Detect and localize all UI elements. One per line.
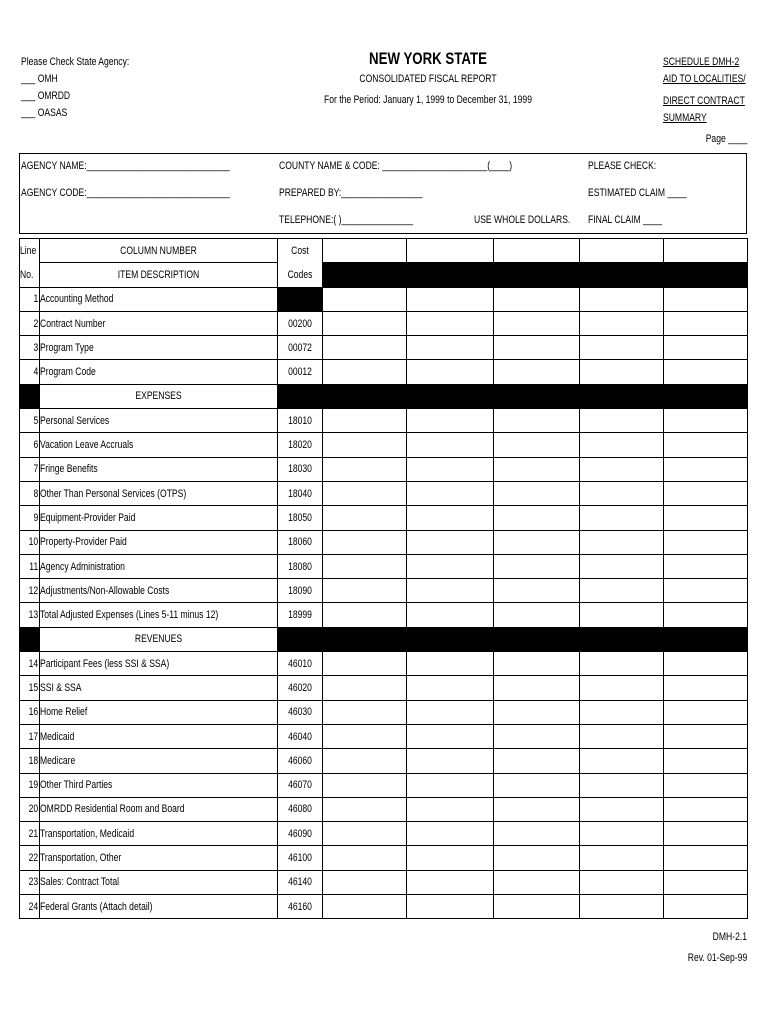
table-header-row-2 [20,263,748,287]
codes-header: Codes [278,263,323,287]
amount-cell[interactable] [580,822,664,846]
line-number: 21 [20,822,40,846]
cost-code: 46040 [278,724,323,748]
item-description: Total Adjusted Expenses (Lines 5-11 minus 12) [40,603,278,627]
amount-cell[interactable] [494,749,580,773]
amount-cell[interactable] [323,773,407,797]
item-description: Participant Fees (less SSI & SSA) [40,652,278,676]
whole-dollars-note: USE WHOLE DOLLARS. [474,214,571,226]
revision-date: Rev. 01-Sep-99 [687,952,747,964]
amount-cell[interactable] [664,822,748,846]
amount-cell[interactable] [664,506,748,530]
line-number: 12 [20,579,40,603]
amount-cell[interactable] [580,846,664,870]
line-number: 16 [20,700,40,724]
page-number[interactable]: Page ____ [705,133,747,145]
section-row [20,627,748,651]
line-number: 19 [20,773,40,797]
line-number: 17 [20,724,40,748]
amount-cell[interactable] [580,530,664,554]
amount-cell[interactable] [664,724,748,748]
line-number: 7 [20,457,40,481]
table-row [20,579,748,603]
amount-header-cell[interactable] [664,239,748,263]
item-description: Medicare [40,749,278,773]
amount-cell[interactable] [580,773,664,797]
item-description: OMRDD Residential Room and Board [40,797,278,821]
table-row [20,700,748,724]
line-number: 13 [20,603,40,627]
amount-cell[interactable] [323,360,407,384]
schedule-line-2: AID TO LOCALITIES/ [663,73,746,85]
table-row [20,409,748,433]
amount-cell[interactable] [407,433,494,457]
amount-cell[interactable] [580,676,664,700]
amount-cell[interactable] [323,554,407,578]
table-row [20,554,748,578]
table-row [20,433,748,457]
line-number: 18 [20,749,40,773]
amount-cell[interactable] [664,700,748,724]
amount-cell[interactable] [494,773,580,797]
line-number: 9 [20,506,40,530]
table-row [20,822,748,846]
amount-cell[interactable] [664,336,748,360]
amount-cell[interactable] [323,870,407,894]
cost-code: 46100 [278,846,323,870]
item-description: Adjustments/Non-Allowable Costs [40,579,278,603]
amount-cell[interactable] [664,579,748,603]
amount-cell[interactable] [494,360,580,384]
item-description: Home Relief [40,700,278,724]
table-row [20,481,748,505]
amount-cell[interactable] [494,870,580,894]
cost-code: 18030 [278,457,323,481]
table-row [20,530,748,554]
amount-cell[interactable] [494,603,580,627]
amount-cell[interactable] [580,433,664,457]
amount-cell[interactable] [407,311,494,335]
table-row [20,895,748,919]
agency-check-heading: Please Check State Agency: [21,56,130,68]
amount-cell[interactable] [323,652,407,676]
amount-cell[interactable] [494,506,580,530]
amount-cell[interactable] [323,433,407,457]
state-title: NEW YORK STATE [369,49,487,68]
amount-cell[interactable] [664,749,748,773]
item-description: SSI & SSA [40,676,278,700]
amount-cell[interactable] [664,676,748,700]
section-label: EXPENSES [40,384,278,408]
summary-table [19,238,748,919]
amount-cell[interactable] [323,724,407,748]
amount-cell[interactable] [323,676,407,700]
amount-cell[interactable] [494,676,580,700]
amount-cell[interactable] [664,481,748,505]
please-check-label: PLEASE CHECK: [588,160,657,172]
line-number: 8 [20,481,40,505]
line-number: 20 [20,797,40,821]
amount-cell[interactable] [323,530,407,554]
amount-cell[interactable] [407,724,494,748]
amount-cell[interactable] [580,409,664,433]
amount-cell[interactable] [323,749,407,773]
table-row [20,652,748,676]
line-header: Line [20,239,40,263]
amount-cell[interactable] [407,700,494,724]
amount-cell[interactable] [407,676,494,700]
table-row [20,603,748,627]
amount-cell[interactable] [580,579,664,603]
item-description: Contract Number [40,311,278,335]
amount-cell[interactable] [323,797,407,821]
line-number: 5 [20,409,40,433]
amount-cell[interactable] [580,506,664,530]
line-number: 1 [20,287,40,311]
amount-cell[interactable] [664,846,748,870]
county-field[interactable]: COUNTY NAME & CODE: ______________________(____) [279,160,513,172]
amount-cell[interactable] [664,773,748,797]
amount-cell[interactable] [323,311,407,335]
amount-cell[interactable] [580,554,664,578]
cost-code: 18040 [278,481,323,505]
table-row [20,846,748,870]
amount-cell[interactable] [407,457,494,481]
amount-cell[interactable] [323,822,407,846]
amount-cell[interactable] [580,652,664,676]
amount-header-cell[interactable] [407,239,494,263]
table-row [20,457,748,481]
cost-code: 46060 [278,749,323,773]
item-description: Federal Grants (Attach detail) [40,895,278,919]
agency-option-oasas[interactable]: ___ OASAS [21,107,68,119]
amount-cell[interactable] [494,311,580,335]
prepared-by-field[interactable]: PREPARED BY:_________________ [279,187,423,199]
item-description: Transportation, Other [40,846,278,870]
amount-cell[interactable] [407,579,494,603]
amount-cell[interactable] [494,579,580,603]
line-number: 6 [20,433,40,457]
schedule-line-1: SCHEDULE DMH-2 [663,56,740,68]
amount-cell[interactable] [494,797,580,821]
line-number: 2 [20,311,40,335]
amount-cell[interactable] [580,870,664,894]
amount-cell[interactable] [494,481,580,505]
amount-cell[interactable] [407,530,494,554]
amount-cell[interactable] [407,554,494,578]
line-number: 22 [20,846,40,870]
amount-cell[interactable] [664,457,748,481]
amount-cell[interactable] [323,287,407,311]
cost-code: 46080 [278,797,323,821]
table-row [20,749,748,773]
amount-cell[interactable] [580,287,664,311]
cost-code: 00012 [278,360,323,384]
amount-cell[interactable] [580,481,664,505]
amount-cell[interactable] [664,433,748,457]
cost-code: 18060 [278,530,323,554]
item-description: Medicaid [40,724,278,748]
amount-cell[interactable] [664,797,748,821]
form-id: DMH-2.1 [712,931,747,943]
agency-name-field[interactable]: AGENCY NAME:______________________________ [21,160,230,172]
section-shade [20,384,40,408]
estimated-claim-check[interactable]: ESTIMATED CLAIM ____ [588,187,687,199]
cost-code: 18999 [278,603,323,627]
amount-cell[interactable] [580,360,664,384]
report-period: For the Period: January 1, 1999 to December 31, 1999 [324,94,532,106]
agency-option-omrdd[interactable]: ___ OMRDD [21,90,71,102]
amount-cell[interactable] [323,895,407,919]
amount-header-cell[interactable] [494,239,580,263]
cost-code: 18020 [278,433,323,457]
amount-cell[interactable] [580,603,664,627]
table-row [20,724,748,748]
amount-cell[interactable] [323,481,407,505]
table-row [20,287,748,311]
amount-cell[interactable] [664,360,748,384]
table-row [20,311,748,335]
item-description: Equipment-Provider Paid [40,506,278,530]
line-number: 3 [20,336,40,360]
amount-cell[interactable] [494,652,580,676]
section-label: REVENUES [40,627,278,651]
amount-cell[interactable] [323,457,407,481]
item-description: Property-Provider Paid [40,530,278,554]
amount-cell[interactable] [494,457,580,481]
cost-code: 46090 [278,822,323,846]
cost-code [278,287,323,311]
table-row [20,870,748,894]
amount-cell[interactable] [407,360,494,384]
item-description: Accounting Method [40,287,278,311]
item-description-header: ITEM DESCRIPTION [40,263,278,287]
amount-cell[interactable] [580,749,664,773]
line-number: 24 [20,895,40,919]
cost-code: 18050 [278,506,323,530]
amount-cell[interactable] [494,846,580,870]
table-row [20,506,748,530]
cost-code: 18080 [278,554,323,578]
line-number: 14 [20,652,40,676]
amount-cell[interactable] [407,481,494,505]
table-row [20,360,748,384]
item-description: Other Third Parties [40,773,278,797]
section-band [278,384,748,408]
amount-cell[interactable] [664,870,748,894]
table-row [20,336,748,360]
table-row [20,773,748,797]
amount-cell[interactable] [407,773,494,797]
cost-code: 18010 [278,409,323,433]
section-row [20,384,748,408]
amount-cell[interactable] [494,822,580,846]
item-description: Program Code [40,360,278,384]
summary-table-body [20,239,748,919]
no-header: No. [20,263,40,287]
amount-cell[interactable] [494,409,580,433]
amount-cell[interactable] [664,652,748,676]
item-description: Fringe Benefits [40,457,278,481]
agency-option-omh[interactable]: ___ OMH [21,73,58,85]
amount-cell[interactable] [407,603,494,627]
amount-cell[interactable] [323,846,407,870]
amount-cell[interactable] [580,895,664,919]
amount-cell[interactable] [664,603,748,627]
amount-cell[interactable] [323,603,407,627]
item-description: Vacation Leave Accruals [40,433,278,457]
amount-cell[interactable] [407,506,494,530]
line-number: 11 [20,554,40,578]
table-header-row-1 [20,239,748,263]
item-description: Agency Administration [40,554,278,578]
amount-cell[interactable] [580,457,664,481]
amount-cell[interactable] [494,336,580,360]
cost-code: 46160 [278,895,323,919]
amount-cell[interactable] [580,311,664,335]
agency-code-field[interactable]: AGENCY CODE:______________________________ [21,187,230,199]
amount-cell[interactable] [407,287,494,311]
amount-cell[interactable] [580,724,664,748]
amount-cell[interactable] [407,749,494,773]
line-number: 10 [20,530,40,554]
cost-code: 00200 [278,311,323,335]
column-number-header: COLUMN NUMBER [40,239,278,263]
amount-cell[interactable] [407,846,494,870]
table-row [20,797,748,821]
amount-cell[interactable] [664,554,748,578]
shaded-band [323,263,748,287]
schedule-line-3: DIRECT CONTRACT [663,95,745,107]
amount-cell[interactable] [407,652,494,676]
cost-code: 18090 [278,579,323,603]
cost-code: 46020 [278,676,323,700]
item-description: Other Than Personal Services (OTPS) [40,481,278,505]
amount-cell[interactable] [407,336,494,360]
cost-code: 46030 [278,700,323,724]
section-band [278,627,748,651]
telephone-field[interactable]: TELEPHONE:( )_______________ [279,214,414,226]
amount-cell[interactable] [494,287,580,311]
line-number: 23 [20,870,40,894]
amount-cell[interactable] [580,336,664,360]
amount-cell[interactable] [494,724,580,748]
amount-cell[interactable] [407,822,494,846]
amount-cell[interactable] [323,506,407,530]
amount-cell[interactable] [494,700,580,724]
amount-cell[interactable] [664,409,748,433]
amount-cell[interactable] [664,530,748,554]
amount-cell[interactable] [407,895,494,919]
amount-cell[interactable] [580,797,664,821]
cost-code: 46140 [278,870,323,894]
cost-header: Cost [278,239,323,263]
amount-cell[interactable] [664,895,748,919]
table-row [20,676,748,700]
cost-code: 46070 [278,773,323,797]
amount-header-cell[interactable] [323,239,407,263]
amount-cell[interactable] [580,700,664,724]
item-description: Sales: Contract Total [40,870,278,894]
amount-cell[interactable] [494,433,580,457]
line-number: 4 [20,360,40,384]
cost-code: 00072 [278,336,323,360]
final-claim-check[interactable]: FINAL CLAIM ____ [588,214,663,226]
amount-cell[interactable] [407,409,494,433]
item-description: Program Type [40,336,278,360]
amount-cell[interactable] [664,287,748,311]
schedule-line-4: SUMMARY [663,112,707,124]
amount-cell[interactable] [494,530,580,554]
amount-cell[interactable] [323,700,407,724]
section-shade [20,627,40,651]
amount-cell[interactable] [494,554,580,578]
cost-code: 46010 [278,652,323,676]
amount-cell[interactable] [323,409,407,433]
amount-cell[interactable] [407,797,494,821]
line-number: 15 [20,676,40,700]
amount-header-cell[interactable] [580,239,664,263]
amount-cell[interactable] [323,336,407,360]
amount-cell[interactable] [323,579,407,603]
amount-cell[interactable] [407,870,494,894]
amount-cell[interactable] [494,895,580,919]
item-description: Personal Services [40,409,278,433]
amount-cell[interactable] [664,311,748,335]
item-description: Transportation, Medicaid [40,822,278,846]
report-name: CONSOLIDATED FISCAL REPORT [359,73,497,85]
